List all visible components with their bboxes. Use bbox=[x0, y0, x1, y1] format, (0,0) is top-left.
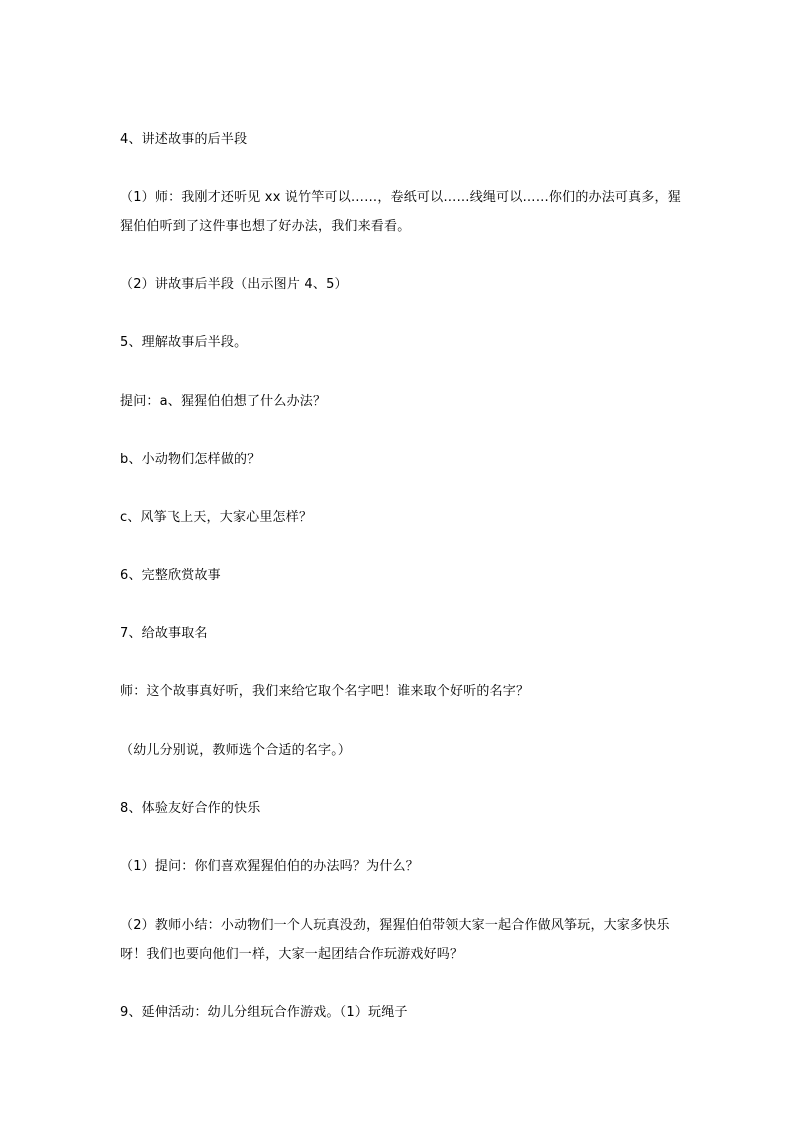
section-heading-9 bbox=[120, 998, 680, 1027]
paragraph-teacher-talk bbox=[120, 183, 680, 241]
paragraph-story-second-half bbox=[120, 270, 680, 299]
question-c bbox=[120, 503, 680, 532]
text-line: （幼儿分别说，教师选个合适的名字。） bbox=[120, 743, 352, 758]
paragraph-teacher-naming bbox=[120, 677, 680, 706]
text-line: （2）讲故事后半段（出示图片 4、5） bbox=[120, 277, 348, 292]
text-line: 师：这个故事真好听，我们来给它取个名字吧！谁来取个好听的名字？ bbox=[120, 684, 530, 699]
question-a bbox=[120, 387, 680, 416]
text-line: b、小动物们怎样做的？ bbox=[120, 452, 261, 467]
text-line: （2）教师小结：小动物们一个人玩真没劲，猩猩伯伯带领大家一起合作做风筝玩，大家多快乐 bbox=[120, 918, 670, 933]
text-line: 6、完整欣赏故事 bbox=[120, 568, 221, 583]
section-heading-8 bbox=[120, 794, 680, 823]
text-line: 提问：a、猩猩伯伯想了什么办法？ bbox=[120, 394, 327, 409]
section-heading-6 bbox=[120, 561, 680, 590]
paragraph-question-1 bbox=[120, 852, 680, 881]
section-heading-5 bbox=[120, 328, 680, 357]
text-line: 5、理解故事后半段。 bbox=[120, 335, 248, 350]
section-heading-7 bbox=[120, 619, 680, 648]
text-line: 呀！我们也要向他们一样，大家一起团结合作玩游戏好吗？ bbox=[120, 947, 464, 962]
text-line: 猩伯伯听到了这件事也想了好办法，我们来看看。 bbox=[120, 219, 411, 234]
text-line: 9、延伸活动：幼儿分组玩合作游戏。（1）玩绳子 bbox=[120, 1005, 408, 1020]
text-line: 7、给故事取名 bbox=[120, 626, 208, 641]
text-line: 4、讲述故事的后半段 bbox=[120, 132, 248, 147]
text-line: （1）师：我刚才还听见 xx 说竹竿可以……，卷纸可以……线绳可以……你们的办法可真多，猩 bbox=[120, 190, 681, 205]
question-b bbox=[120, 445, 680, 474]
text-line: 8、体验友好合作的快乐 bbox=[120, 801, 261, 816]
section-heading-4 bbox=[120, 125, 680, 154]
paragraph-children-respond bbox=[120, 736, 680, 765]
paragraph-teacher-summary bbox=[120, 911, 680, 969]
text-line: （1）提问：你们喜欢猩猩伯伯的办法吗？为什么？ bbox=[120, 859, 419, 874]
text-line: c、风筝飞上天，大家心里怎样？ bbox=[120, 510, 313, 525]
